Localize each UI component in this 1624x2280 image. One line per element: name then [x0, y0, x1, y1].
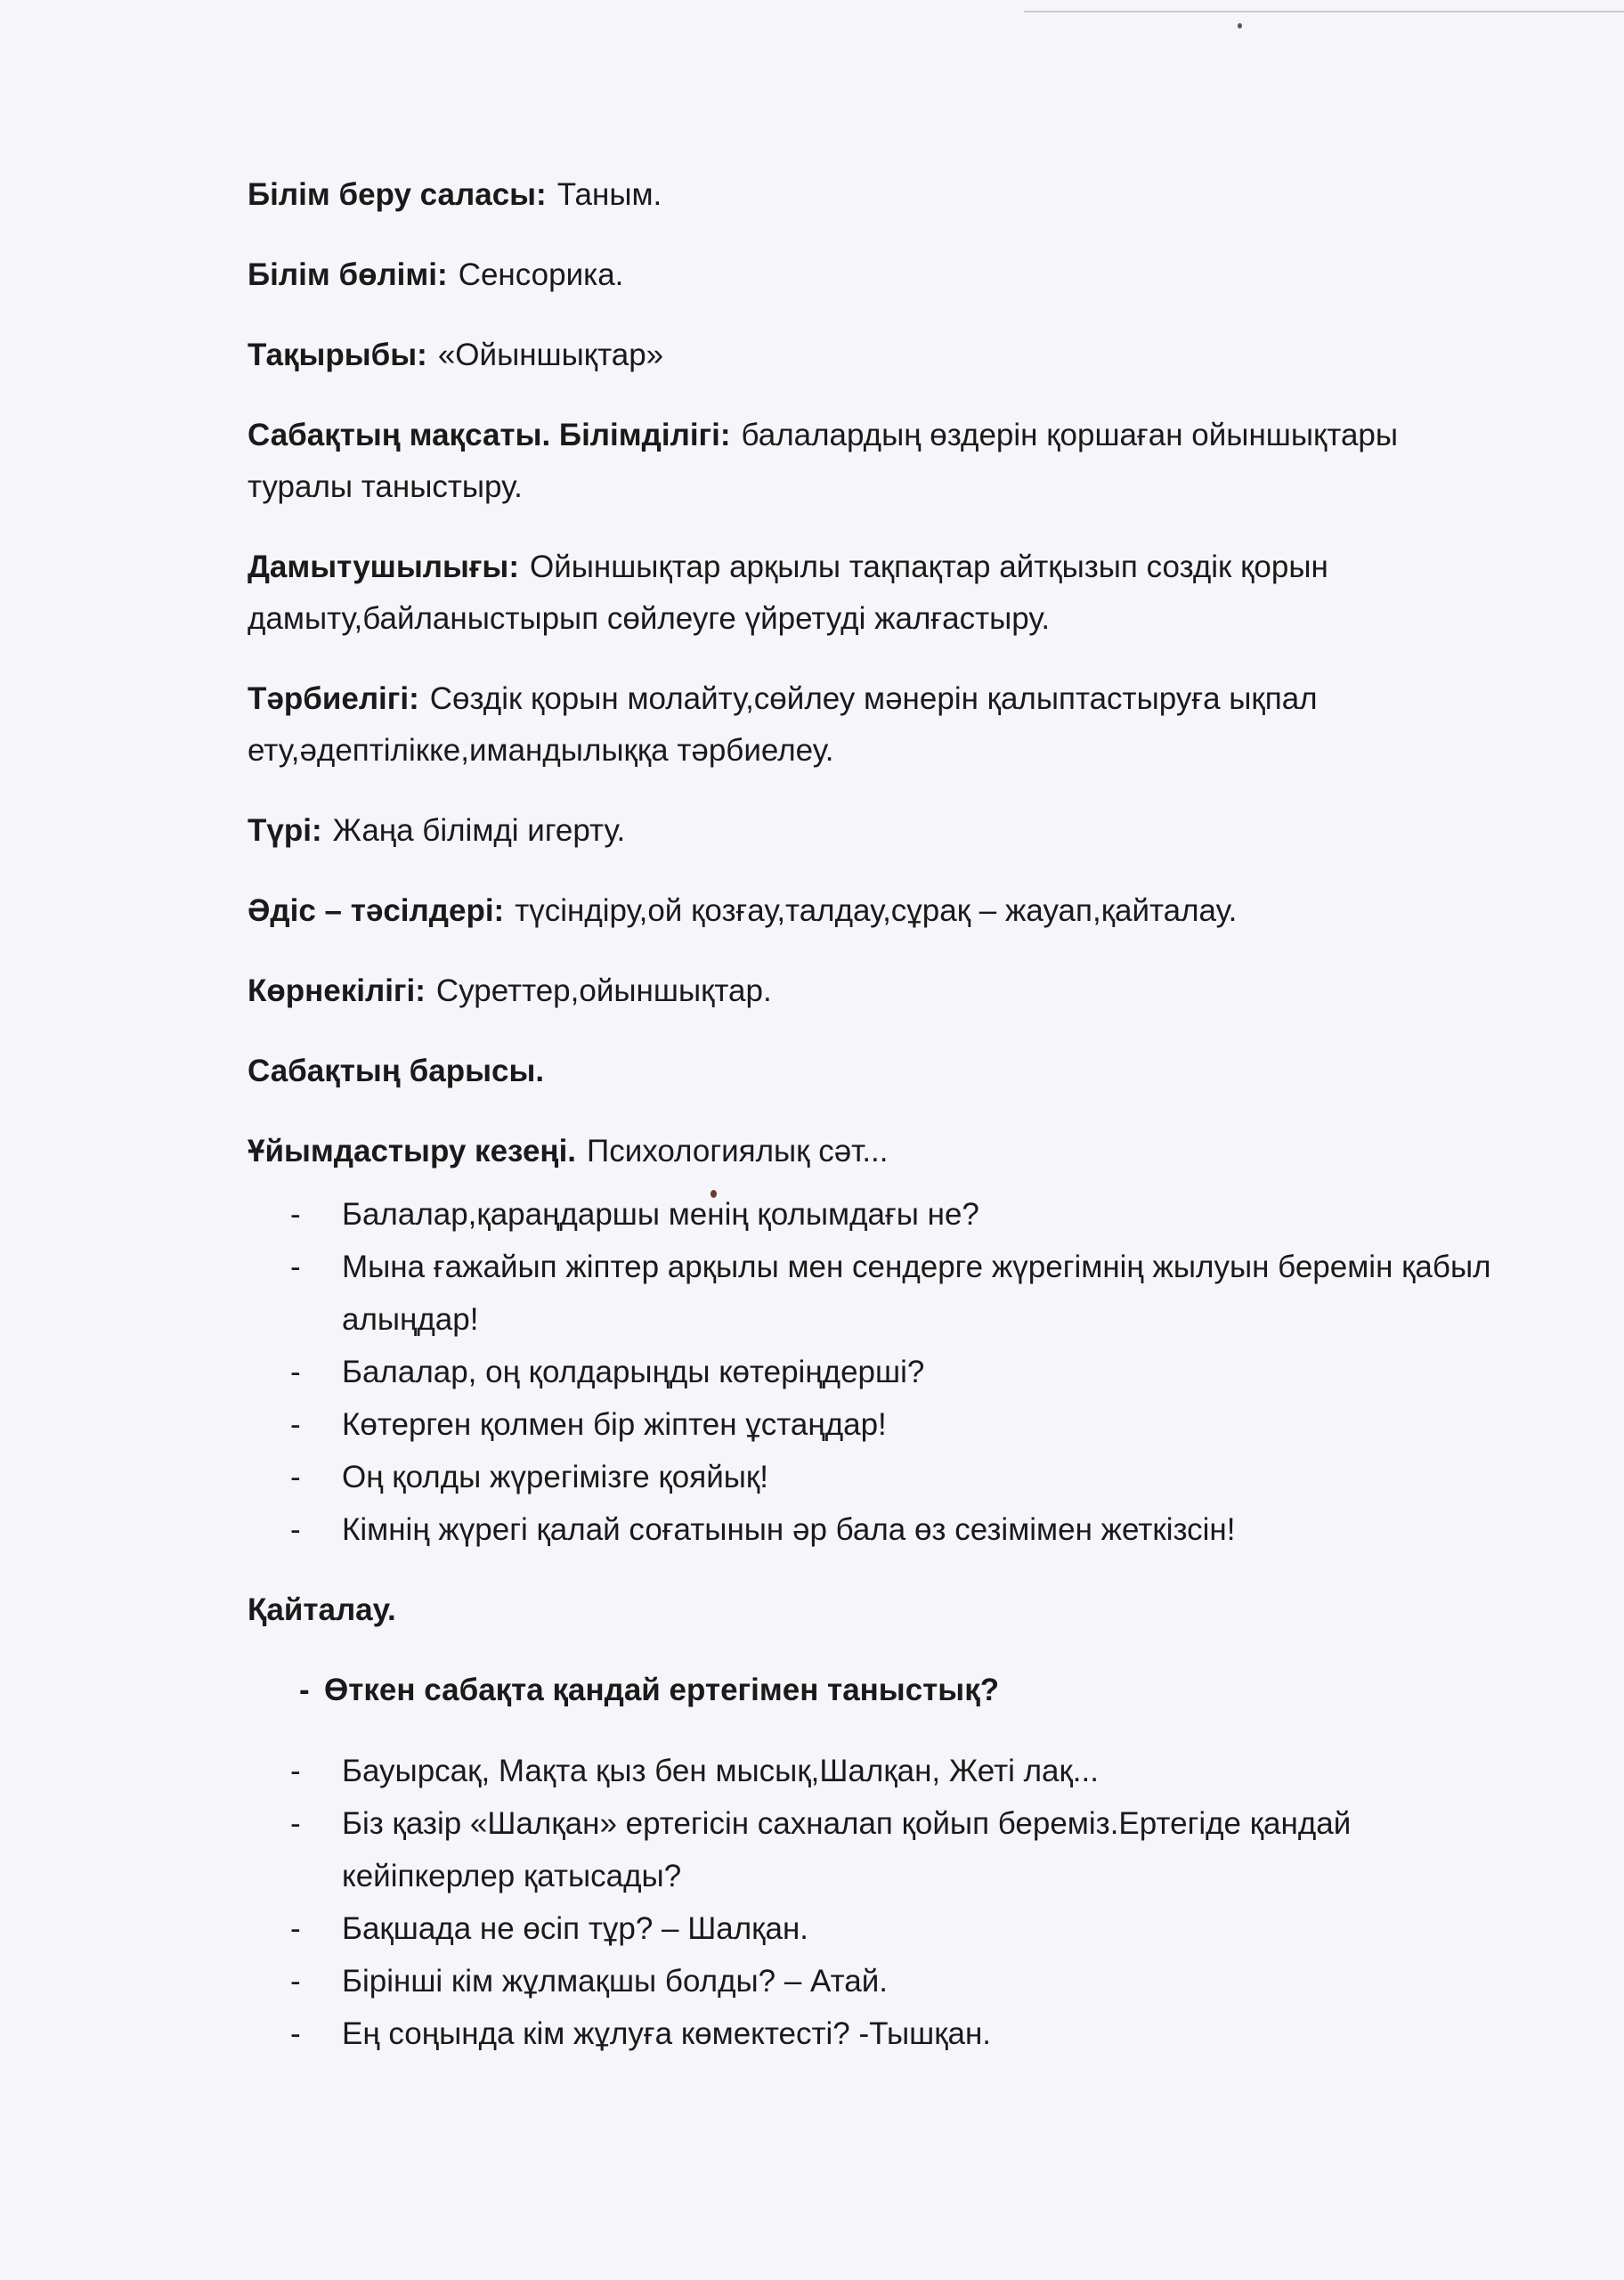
field-value: түсіндіру,ой қозғау,талдау,сұрақ – жауап,қайталау.: [515, 893, 1238, 928]
field-visuals: [248, 965, 1494, 1017]
lesson-progress-heading: Сабақтың барысы.: [248, 1054, 545, 1088]
list-item: - Бірінші кім жұлмақшы болды? – Атай.: [248, 1955, 1494, 2007]
lesson-plan-content: [248, 169, 1494, 2089]
repetition-heading: Қайталау.: [248, 1592, 396, 1627]
list-item: - Оң қолды жүрегімізге қояйық!: [248, 1451, 1494, 1503]
field-value: «Ойыншықтар»: [437, 338, 664, 372]
field-value: Таным.: [556, 177, 662, 212]
field-methods: [248, 885, 1494, 937]
field-label: Тақырыбы:: [248, 338, 427, 372]
field-label: Білім беру саласы:: [248, 177, 547, 212]
list-item: - Ең соңында кім жұлуға көмектесті? -Тышқан.: [248, 2007, 1494, 2060]
list-item: - Балалар,қараңдаршы менің қолымдағы не?: [248, 1188, 1494, 1241]
list-item: - Балалар, оң қолдарыңды көтеріңдерші?: [248, 1346, 1494, 1398]
repetition-question: - Өткен сабақта қандай ертегімен таныстық?: [299, 1673, 1000, 1707]
field-value: Жаңа білімді игерту.: [332, 813, 626, 848]
scan-edge-line: [1024, 11, 1624, 12]
field-label: Тәрбиелігі:: [248, 681, 419, 716]
scan-speck: [1238, 23, 1242, 28]
field-lesson-goal: [248, 410, 1494, 513]
field-education-area: [248, 169, 1494, 221]
field-organization-stage: [248, 1126, 1494, 1177]
question-text: Өткен сабақта қандай ертегімен таныстық?: [324, 1673, 1000, 1707]
list-item: - Бақшада не өсіп тұр? – Шалқан.: [248, 1902, 1494, 1955]
organization-list: [248, 1188, 1494, 1556]
list-item: - Мына ғажайып жіптер арқылы мен сендерге жүрегімнің жылуын беремін қабыл алыңдар!: [248, 1241, 1494, 1346]
field-education-section: [248, 249, 1494, 301]
field-type: [248, 805, 1494, 857]
field-upbringing: [248, 673, 1494, 777]
repetition-list: [248, 1745, 1494, 2060]
list-item: - Кімнің жүрегі қалай соғатынын әр бала өз сезімімен жеткізсін!: [248, 1503, 1494, 1556]
field-label: Сабақтың мақсаты. Білімділігі:: [248, 418, 731, 452]
list-item: - Көтерген қолмен бір жіптен ұстаңдар!: [248, 1398, 1494, 1451]
field-label: Әдіс – тәсілдері:: [248, 893, 505, 928]
field-value: Сөздік қорын молайту,сөйлеу мәнерін қалыптастыруға ықпал ету,әдептілікке,имандылыққа тәрбиелеу.: [248, 681, 1318, 768]
field-label: Түрі:: [248, 813, 322, 848]
field-value: Психологиялық сәт...: [587, 1134, 889, 1168]
field-label: Дамытушылығы:: [248, 550, 519, 584]
list-item: - Бауырсақ, Мақта қыз бен мысық,Шалқан, Жеті лақ...: [248, 1745, 1494, 1797]
list-item: - Біз қазір «Шалқан» ертегісін сахналап қойып береміз.Ертегіде қандай кейіпкерлер қатысады?: [248, 1797, 1494, 1902]
field-label: Білім бөлімі:: [248, 257, 448, 292]
field-value: балалардың өздерін қоршаған ойыншықтары туралы таныстыру.: [248, 418, 1399, 504]
field-development: [248, 542, 1494, 645]
field-label: Көрнекілігі:: [248, 973, 426, 1008]
field-value: Сенсорика.: [458, 257, 624, 292]
field-topic: [248, 330, 1494, 381]
field-label: Ұйымдастыру кезеңі.: [248, 1134, 577, 1168]
field-value: Суреттер,ойыншықтар.: [435, 973, 772, 1008]
field-value: Ойыншықтар арқылы тақпақтар айтқызып создік қорын дамыту,байланыстырып сөйлеуге үйретуді жалғастыру.: [248, 550, 1328, 636]
